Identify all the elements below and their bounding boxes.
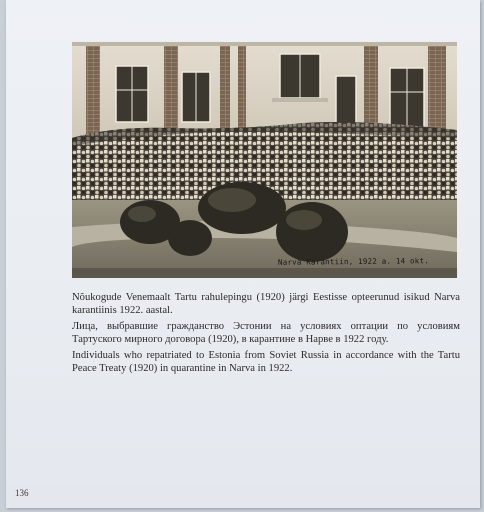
book-page — [6, 0, 480, 508]
caption-estonian: Nõukogude Venemaalt Tartu rahulepingu (1920) järgi Eestisse opteerunud isikud Narva karantiinis 1922. aastal. — [72, 292, 460, 316]
photo-inscription: Narva Karantiin, 1922 a. 14 okt. — [278, 256, 430, 267]
historical-photograph — [72, 42, 457, 278]
group-photo-drawing — [72, 42, 457, 278]
caption-russian: Лица, выбравшие гражданство Эстонии на условиях оптации по условиям Тартуского мирного договора (1920), в карантине в Нарве в 1922 году. — [72, 321, 460, 345]
caption-english: Individuals who repatriated to Estonia from Soviet Russia in accordance with the Tartu Peace Treaty (1920) in quarantine in Narva in 1922. — [72, 350, 460, 374]
page-number: 136 — [15, 488, 29, 498]
